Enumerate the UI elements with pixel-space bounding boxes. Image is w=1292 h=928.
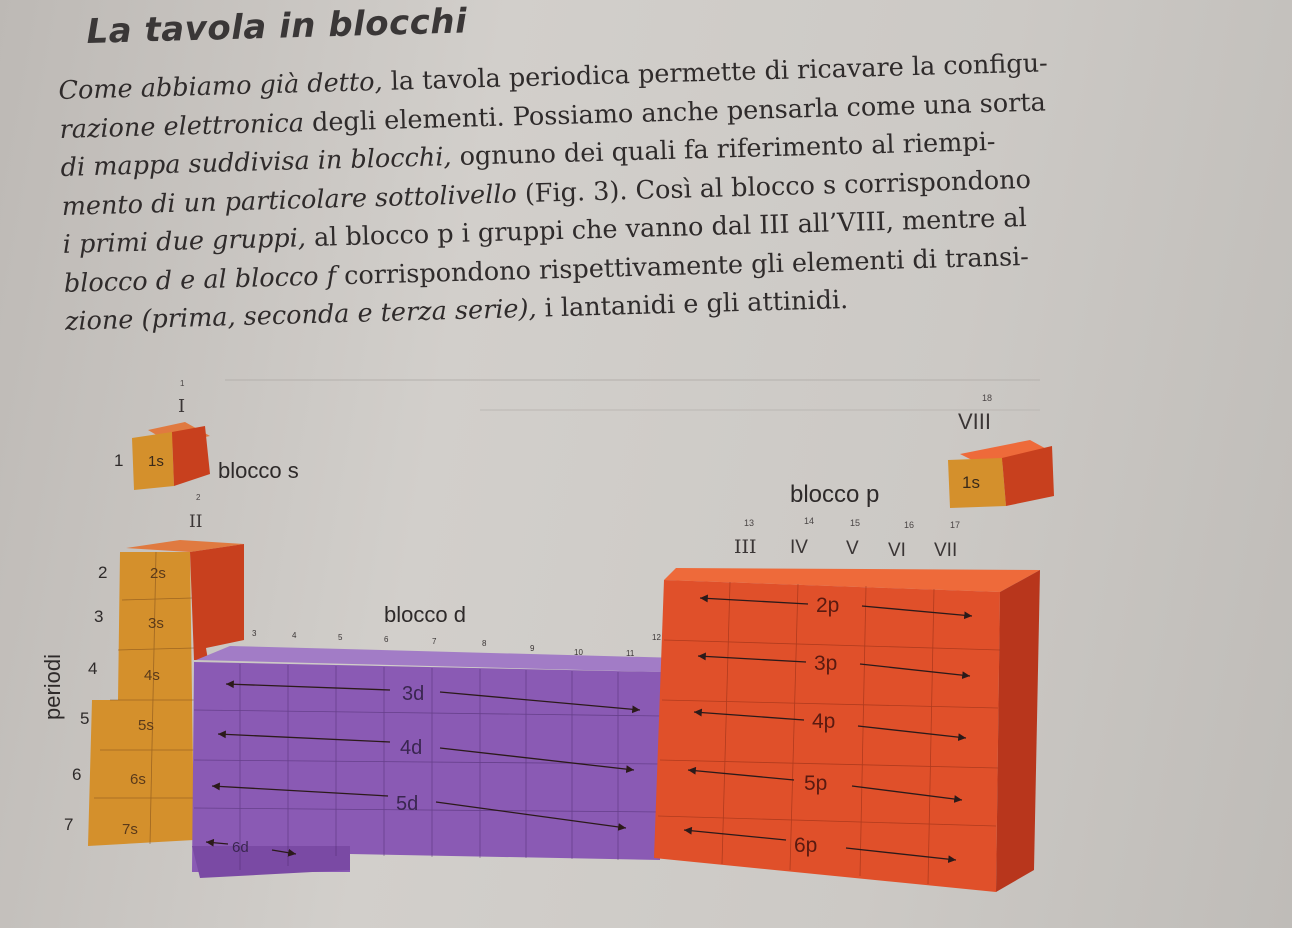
p-sublevel-label: 4p	[812, 710, 836, 733]
s-sublevel-label: 3s	[148, 615, 164, 632]
group-2-roman: II	[189, 512, 203, 532]
paragraph-line-rest: (Fig. 3). Così al blocco s corrispondono	[524, 164, 1032, 209]
block-d-label: blocco d	[384, 602, 466, 627]
d-sublevel-label: 4d	[400, 737, 423, 759]
s-sublevel-label: 2s	[150, 565, 166, 582]
d-group-number: 4	[292, 631, 297, 640]
d-group-number: 12	[652, 633, 661, 642]
group-2-number: 2	[196, 493, 201, 502]
s-sublevel-label: 4s	[144, 667, 160, 684]
period-number: 2	[98, 563, 108, 582]
paragraph-line-start: di mappa suddivisa in blocchi,	[60, 142, 452, 183]
block-p-label: blocco p	[790, 481, 880, 508]
d-sublevel-label: 5d	[396, 793, 419, 815]
p-group-roman: VI	[888, 540, 906, 561]
p-sublevel-label: 6p	[794, 834, 818, 857]
d-group-number: 10	[574, 648, 583, 657]
period-number: 3	[94, 607, 104, 626]
helium-sublevel-label: 1s	[962, 473, 980, 492]
p-group-roman: VII	[934, 540, 958, 561]
group-1-number: 1	[180, 379, 185, 388]
paragraph-line-start: zione (prima, seconda e terza serie),	[64, 293, 537, 337]
section-title: La tavola in blocchi	[86, 1, 468, 52]
paragraph-line-start: blocco d e al blocco f	[63, 260, 337, 299]
d-group-number: 6	[384, 635, 389, 644]
s-block-hydrogen-cube	[132, 422, 210, 490]
d-group-number: 5	[338, 633, 343, 642]
paragraph-line-start: mento di un particolare sottolivello	[61, 178, 526, 222]
period-number: 1	[114, 451, 124, 470]
paragraph-line-start: razione elettronica	[59, 107, 305, 145]
p-group-number: 15	[850, 518, 861, 528]
period-number: 6	[72, 765, 82, 784]
paragraph-line-rest: i lantanidi e gli attinidi.	[536, 285, 849, 324]
paragraph-line-rest: ognuno dei quali fa riferimento al riempi-	[451, 126, 996, 173]
p-group-roman: III	[734, 536, 757, 558]
period-number: 4	[88, 659, 98, 678]
p-group-number: 13	[744, 518, 755, 528]
paragraph-line-rest: la tavola periodica permette di ricavare la configu-	[382, 48, 1049, 97]
d-group-number: 8	[482, 639, 487, 648]
group-1-roman: I	[178, 396, 186, 417]
block-s-label: blocco s	[218, 458, 299, 483]
s-top-sublevel-label: 1s	[148, 453, 164, 470]
period-number: 7	[64, 815, 74, 834]
paragraph-line-rest: corrispondono rispettivamente gli elementi di transi-	[335, 241, 1030, 291]
d-group-number: 11	[626, 649, 635, 658]
s-sublevel-label: 6s	[130, 771, 146, 788]
group-18-number: 18	[982, 393, 993, 403]
p-group-roman: V	[846, 538, 859, 559]
d-block-slab	[192, 646, 680, 878]
paragraph-line-rest: al blocco p i gruppi che vanno dal III all’VIII, mentre al	[305, 203, 1028, 254]
p-group-roman: IV	[790, 537, 808, 558]
p-group-number: 17	[950, 520, 961, 530]
p-sublevel-label: 2p	[816, 594, 840, 617]
p-sublevel-label: 3p	[814, 652, 838, 675]
p-group-number: 16	[904, 520, 915, 530]
s-sublevel-label: 7s	[122, 821, 138, 838]
paragraph-line-start: Come abbiamo già detto,	[58, 66, 384, 106]
paragraph-line-rest: degli elementi. Possiamo anche pensarla come una sorta	[303, 86, 1047, 138]
d-sublevel-label: 3d	[402, 683, 425, 705]
s-sublevel-label: 5s	[138, 717, 154, 734]
d-group-number: 7	[432, 637, 437, 646]
group-18-roman: VIII	[958, 409, 992, 434]
p-sublevel-label: 5p	[804, 772, 828, 795]
periods-axis-label: periodi	[40, 653, 65, 720]
d-sublevel-label: 6d	[232, 839, 249, 856]
p-block-box	[654, 568, 1040, 892]
p-group-number: 14	[804, 516, 815, 526]
paragraph-line-start: i primi due gruppi,	[62, 223, 307, 260]
d-group-number: 9	[530, 644, 535, 653]
d-group-number: 3	[252, 629, 257, 638]
period-number: 5	[80, 709, 90, 728]
